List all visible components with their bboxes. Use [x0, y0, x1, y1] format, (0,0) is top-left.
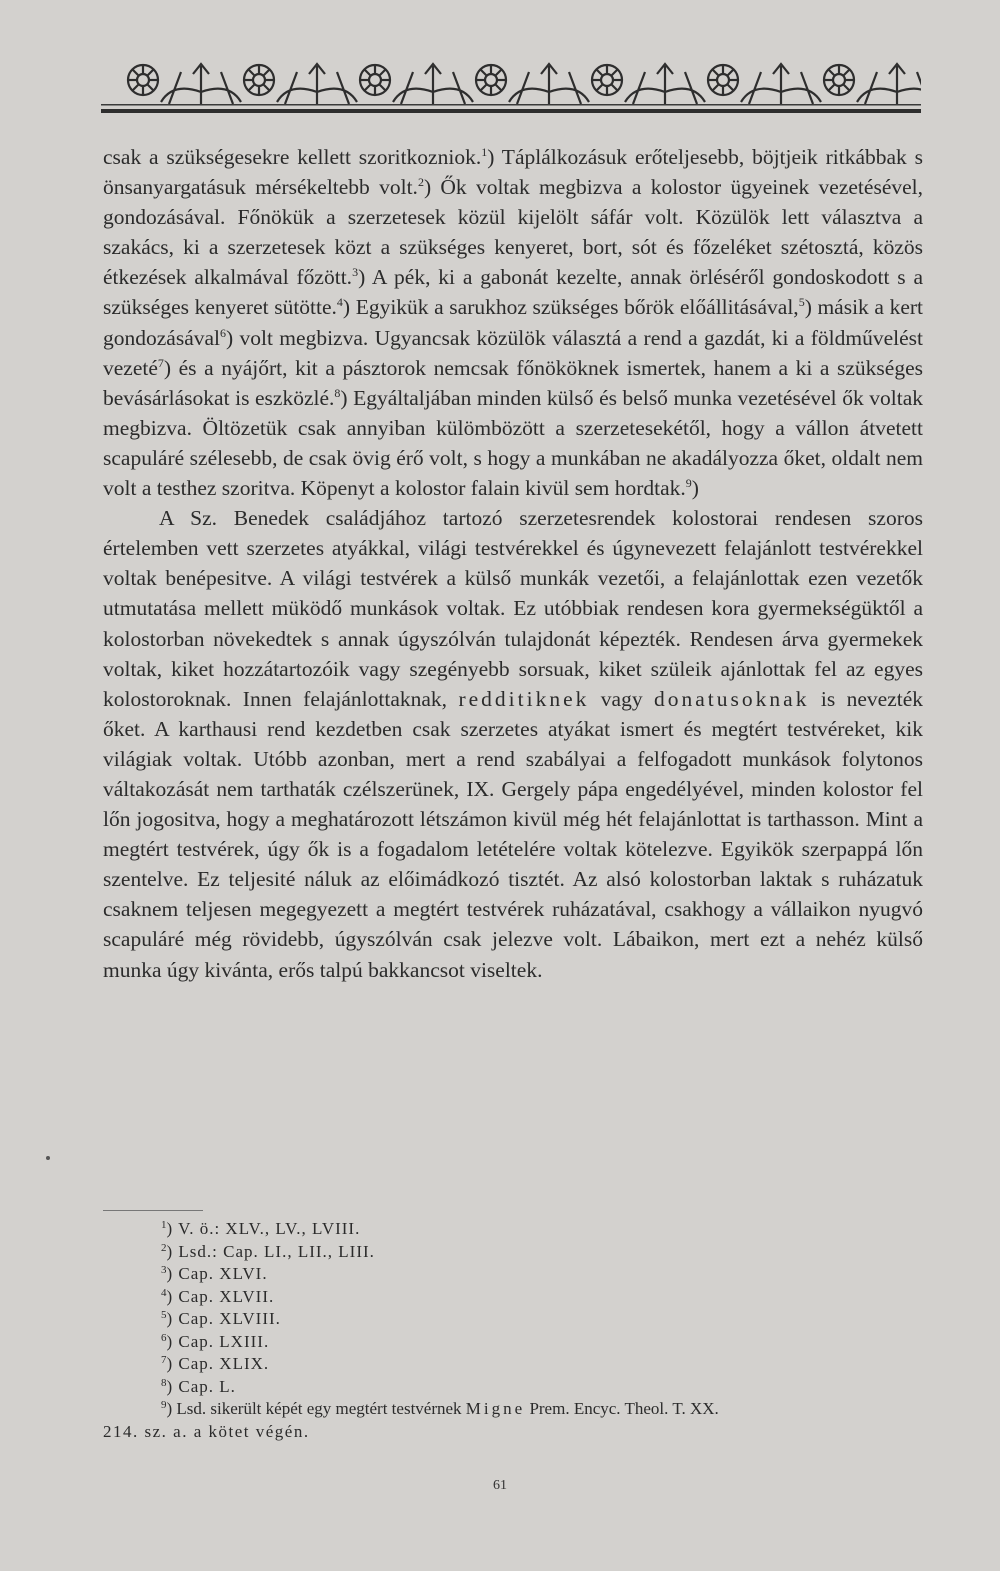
footnote-ref: 2 — [417, 175, 424, 190]
paragraph-2: A Sz. Benedek családjához tartozó szerzetesrendek kolostorai rendesen szoros értelemben vett szerzetes atyákkal, világi testvérekkel és úgynevezett felajánlott testvérekkel voltak benépesitve. A világi testvérek a külső munkák vezetői, a felajánlottak ezen vezetők utmutatása mellett müködő munkások voltak. Ez utóbbiak rendesen kora gyermekségüktől a kolostorban növekedtek s annak úgyszólván tulajdonát képezték. Rendesen árva gyermekek voltak, kiket hozzátartozóik vagy szegényebb sorsuak, kiket szüleik ajánlottak fel az egyes kolostoroknak. Innen felajánlottaknak, redditiknek vagy donatusoknak is nevezték őket. A karthausi rend kezdetben csak szerzetes atyákat ismert és megtért testvéreket, kik világiak voltak. Utóbb azonban, mert a rend szabályai a felfogadott munkások folytonos váltakozását nem tarthaták czélszerünek, IX. Gergely pápa engedélyével, minden kolostor fel lőn jogositva, hogy a meghatározott létszámon kivül még hét felajánlottat is tarthasson. Mint a megtért testvérek, úgy ők is a fogadalom letételére voltak kötelezve. Egyikök szerpappá lőn szentelve. Ez teljesité náluk az előimádkozó tisztét. Az alsó kolostorban laktak s ruházatuk csaknem teljesen megegyezett a megtért testvérek ruházatával, csakhogy a vállaikon nyugvó scapuláré még rövidebb, úgyszólván csak jelezve volt. Lábaikon, mert ezt a nehéz külső munka úgy kivánta, erős talpú bakkancsot viseltek. — [103, 506, 924, 982]
footnote-8: $^8$) Cap. L. — [161, 1376, 236, 1396]
leaf-scroll-icon — [857, 64, 921, 104]
rosette-icon — [708, 65, 738, 95]
main-text — [103, 142, 923, 985]
footnote-9-continuation: 214. sz. a. a kötet végén. — [103, 1421, 310, 1441]
footnote-ref: 4 — [336, 295, 343, 310]
footnote-ref: 3 — [352, 265, 359, 280]
paragraph-1: csak a szükségesekre kellett szoritkozniok.$^1$) Táplálkozásuk erőteljesebb, böjtjeik ritkábbak s önsanyargatásuk mérsékeltebb volt.$^2$) Ők voltak megbizva a kolostor ügyeinek vezetésével, gondozásával. Főnökük a szerzetesek közül kijelölt sáfár volt. Közülök lett választva a szakács, ki a szerzetesek közt a szükséges kenyeret, bort, sót és főzeléket szétosztá, közös étkezések alkalmával főzött.$^3$) A pék, ki a gabonát kezelte, annak örléséről gondoskodott s a szükséges kenyeret sütötte.$^4$) Egyikük a sarukhoz szükséges bőrök előállitásával,$^5$) másik a kert gondozásával$^6$) volt megbizva. Ugyancsak közülök választá a rend a gazdát, ki a földművelést vezeté$^7$) és a nyájőrt, kit a pásztorok nemcsak főnököknek ismertek, hanem a ki a szükséges bevásárlásokat is eszközlé.$^8$) Egyáltaljában minden külső és belső munka vezetésével ők voltak megbizva. Öltözetük csak annyiban külömbözött a szerzetesekétől, hogy a vállon átvetett scapuláré szélesebb, de csak övig érő volt, s hogy a munkában ne akadályozza őket, oldalt nem volt a testhez szoritva. Köpenyt a kolostor falain kivül sem hordtak.$^9$) — [103, 145, 923, 501]
footnote-5: $^5$) Cap. XLVIII. — [161, 1309, 281, 1328]
footnote-ref: 8 — [334, 385, 341, 400]
rosette-icon — [824, 65, 854, 95]
footnote-9: $^9$) Lsd. sikerült képét egy megtért testvérnek Migne Prem. Encyc. Theol. T. XX. — [161, 1399, 719, 1418]
footnote-1: $^1$) V. ö.: XLV., LV., LVIII. — [161, 1219, 361, 1238]
rosette-icon — [592, 65, 622, 95]
footnote-3: $^3$) Cap. XLVI. — [161, 1264, 268, 1283]
footnote-ref: 7 — [157, 355, 164, 370]
page-number: 61 — [493, 1478, 507, 1493]
footnote-ref: 5 — [798, 295, 805, 310]
rosette-icon — [360, 65, 390, 95]
leaf-scroll-icon — [161, 64, 241, 104]
footnote-ref: 6 — [220, 325, 227, 340]
spaced-term: redditiknek — [458, 686, 590, 711]
rosette-icon — [476, 65, 506, 95]
footnote-ref: 1 — [481, 145, 488, 159]
author-name: Migne — [465, 1399, 526, 1418]
leaf-scroll-icon — [625, 64, 705, 104]
leaf-scroll-icon — [277, 64, 357, 104]
footnote-rule — [103, 1210, 203, 1211]
rosette-icon — [244, 65, 274, 95]
leaf-scroll-icon — [393, 64, 473, 104]
footnotes — [103, 1218, 928, 1443]
footnote-6: $^6$) Cap. LXIII. — [161, 1331, 270, 1351]
footnote-2: $^2$) Lsd.: Cap. LI., LII., LIII. — [161, 1241, 375, 1261]
rosette-icon — [128, 65, 158, 95]
footnote-4: $^4$) Cap. XLVII. — [161, 1286, 275, 1306]
print-speck — [46, 1156, 50, 1160]
footnote-7: $^7$) Cap. XLIX. — [161, 1354, 270, 1373]
leaf-scroll-icon — [741, 64, 821, 104]
footnote-ref: 9 — [685, 476, 692, 491]
spaced-term: donatusoknak — [654, 686, 810, 711]
leaf-scroll-icon — [509, 64, 589, 104]
floral-ornament-band — [101, 52, 921, 118]
